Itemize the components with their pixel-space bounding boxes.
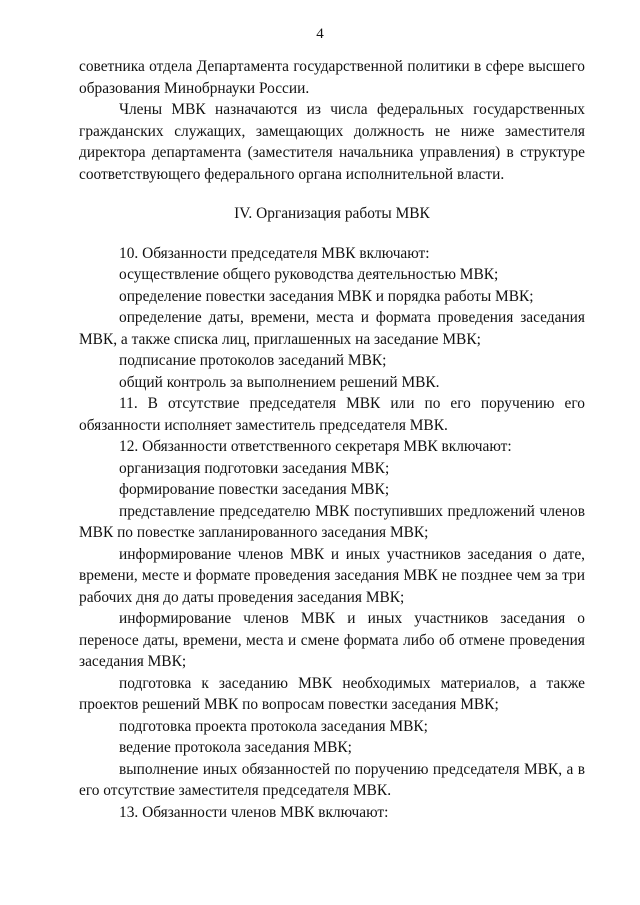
paragraph-continuation: советника отдела Департамента государственной политики в сфере высшего образования Минобрнауки России.: [79, 58, 585, 97]
paragraph-secretary-duty: подготовка к заседанию МВК необходимых материалов, а также проектов решений МВК по вопросам повестки заседания МВК;: [79, 674, 585, 713]
paragraph-secretary-duty: информирование членов МВК и иных участников заседания о переносе даты, времени, места и смене формата либо об отмене проведения заседания МВК;: [79, 610, 585, 670]
paragraph-chair-duty: общий контроль за выполнением решений МВК.: [119, 373, 440, 391]
paragraph-chair-duty: подписание протоколов заседаний МВК;: [119, 352, 387, 369]
page-number: 4: [316, 26, 324, 42]
paragraph-secretary-duty: организация подготовки заседания МВК;: [119, 459, 390, 477]
paragraph-chair-duty: осуществление общего руководства деятельностью МВК;: [119, 266, 499, 283]
document-body: [79, 56, 585, 823]
paragraph-secretary-duty: информирование членов МВК и иных участников заседания о дате, времени, месте и формате проведения заседания МВК не позднее чем за три рабочих дня до даты проведения заседания МВК;: [79, 545, 585, 606]
paragraph-secretary-duty: ведение протокола заседания МВК;: [119, 739, 352, 756]
paragraph-item-10: 10. Обязанности председателя МВК включают:: [119, 244, 430, 262]
section-heading: IV. Организация работы МВК: [234, 205, 430, 222]
paragraph-item-13: 13. Обязанности членов МВК включают:: [119, 803, 389, 821]
paragraph-secretary-duty: подготовка проекта протокола заседания МВК;: [119, 717, 428, 735]
paragraph-item-12: 12. Обязанности ответственного секретаря МВК включают:: [119, 438, 512, 455]
paragraph-members-appointment: Члены МВК назначаются из числа федеральных государственных гражданских служащих, замещающих должность не ниже заместителя директора департамента (заместителя начальника управления) в структуре соответствующего федерального органа исполнительной власти.: [79, 101, 585, 183]
paragraph-item-11: 11. В отсутствие председателя МВК или по его поручению его обязанности исполняет заместитель председателя МВК.: [79, 395, 585, 434]
paragraph-secretary-duty: представление председателю МВК поступивших предложений членов МВК по повестке запланированного заседания МВК;: [79, 502, 585, 541]
paragraph-chair-duty: определение даты, времени, места и формата проведения заседания МВК, а также списка лиц, приглашенных на заседание МВК;: [79, 309, 585, 348]
paragraph-secretary-duty: выполнение иных обязанностей по поручению председателя МВК, а в его отсутствие заместителя председателя МВК.: [79, 760, 585, 799]
paragraph-chair-duty: определение повестки заседания МВК и порядка работы МВК;: [119, 287, 534, 305]
paragraph-secretary-duty: формирование повестки заседания МВК;: [119, 481, 390, 498]
